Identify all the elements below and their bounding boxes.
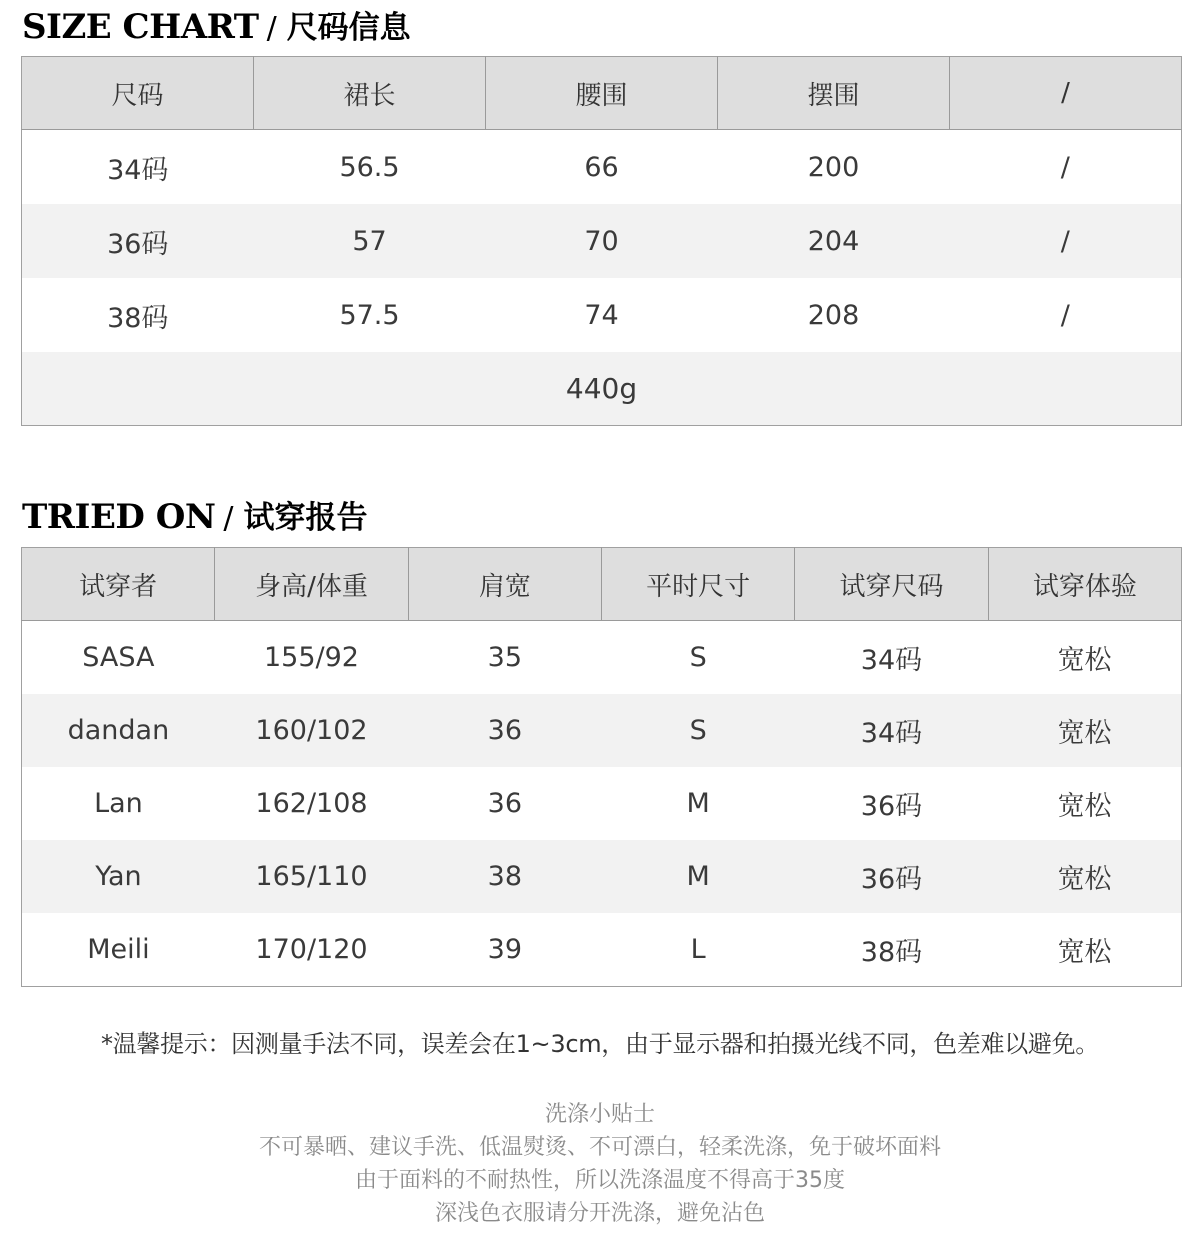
tester-shoulder: 36: [408, 694, 601, 767]
care-tips-title: 洗涤小贴士: [544, 1102, 655, 1127]
tried-on-header-row: [22, 548, 1182, 621]
size-header-size: 尺码: [22, 57, 254, 130]
hem-cell: 208: [718, 278, 950, 352]
tester-usual-size: L: [601, 913, 794, 987]
tester-name: Yan: [22, 840, 215, 913]
tester-shoulder: 36: [408, 767, 601, 840]
length-cell: 57.5: [254, 278, 486, 352]
size-chart-title-en: SIZE CHART: [22, 7, 259, 47]
hem-cell: 204: [718, 204, 950, 278]
tester-shoulder: 35: [408, 621, 601, 695]
tester-height-weight: 170/120: [215, 913, 408, 987]
tester-name: dandan: [22, 694, 215, 767]
size-cell: 34码: [22, 130, 254, 205]
tried-on-title-zh: 试穿报告: [243, 500, 368, 536]
size-row: [22, 130, 1182, 205]
tester-usual-size: M: [601, 840, 794, 913]
tester-experience: 宽松: [988, 694, 1181, 767]
tester-usual-size: M: [601, 767, 794, 840]
tester-row: [22, 913, 1182, 987]
size-row: [22, 204, 1182, 278]
tester-experience: 宽松: [988, 767, 1181, 840]
tester-experience: 宽松: [988, 621, 1181, 695]
weight-cell: 440g: [22, 352, 1182, 426]
size-chart-title: [22, 7, 411, 47]
size-chart-header-row: [22, 57, 1182, 130]
care-tip-line: 由于面料的不耐热性，所以洗涤温度不得高于35度: [355, 1168, 845, 1193]
care-tip-line: 深浅色衣服请分开洗涤，避免沾色: [434, 1201, 765, 1226]
tester-tried-size: 34码: [795, 621, 988, 695]
tester-tried-size: 36码: [795, 840, 988, 913]
size-header-empty: /: [950, 57, 1182, 130]
tester-usual-size: S: [601, 621, 794, 695]
tester-name: Meili: [22, 913, 215, 987]
size-chart-title-separator: /: [266, 11, 277, 46]
try-header-shoulder: 肩宽: [408, 548, 601, 621]
size-chart-title-zh: 尺码信息: [286, 10, 411, 46]
length-cell: 57: [254, 204, 486, 278]
size-row: [22, 278, 1182, 352]
care-tips: [0, 1098, 1200, 1230]
tried-on-table: [21, 547, 1182, 987]
tester-tried-size: 34码: [795, 694, 988, 767]
tester-name: SASA: [22, 621, 215, 695]
size-cell: 38码: [22, 278, 254, 352]
size-chart-table: [21, 56, 1182, 426]
tester-height-weight: 165/110: [215, 840, 408, 913]
tester-tried-size: 36码: [795, 767, 988, 840]
try-header-height-weight: 身高/体重: [215, 548, 408, 621]
tester-tried-size: 38码: [795, 913, 988, 987]
size-cell: 36码: [22, 204, 254, 278]
length-cell: 56.5: [254, 130, 486, 205]
tried-on-title-en: TRIED ON: [22, 497, 216, 537]
tester-shoulder: 39: [408, 913, 601, 987]
tester-experience: 宽松: [988, 913, 1181, 987]
hem-cell: 200: [718, 130, 950, 205]
try-header-experience: 试穿体验: [988, 548, 1181, 621]
tester-row: [22, 767, 1182, 840]
try-header-tester: 试穿者: [22, 548, 215, 621]
size-header-waist: 腰围: [486, 57, 718, 130]
tester-name: Lan: [22, 767, 215, 840]
tester-row: [22, 694, 1182, 767]
tester-height-weight: 162/108: [215, 767, 408, 840]
care-tip-line: 不可暴晒、建议手洗、低温熨烫、不可漂白，轻柔洗涤，免于破坏面料: [258, 1135, 941, 1160]
empty-cell: /: [950, 204, 1182, 278]
tester-row: [22, 621, 1182, 695]
tester-usual-size: S: [601, 694, 794, 767]
weight-row: [22, 352, 1182, 426]
tester-height-weight: 155/92: [215, 621, 408, 695]
tester-shoulder: 38: [408, 840, 601, 913]
tester-experience: 宽松: [988, 840, 1181, 913]
try-header-usual-size: 平时尺寸: [601, 548, 794, 621]
tester-row: [22, 840, 1182, 913]
measurement-notice: *温馨提示：因测量手法不同，误差会在1~3cm，由于显示器和拍摄光线不同，色差难以避免。: [100, 1030, 1100, 1058]
waist-cell: 74: [486, 278, 718, 352]
size-header-length: 裙长: [254, 57, 486, 130]
tester-height-weight: 160/102: [215, 694, 408, 767]
waist-cell: 66: [486, 130, 718, 205]
waist-cell: 70: [486, 204, 718, 278]
tried-on-title-separator: /: [223, 501, 234, 536]
try-header-tried-size: 试穿尺码: [795, 548, 988, 621]
empty-cell: /: [950, 130, 1182, 205]
size-header-hem: 摆围: [718, 57, 950, 130]
empty-cell: /: [950, 278, 1182, 352]
tried-on-title: [22, 497, 368, 537]
